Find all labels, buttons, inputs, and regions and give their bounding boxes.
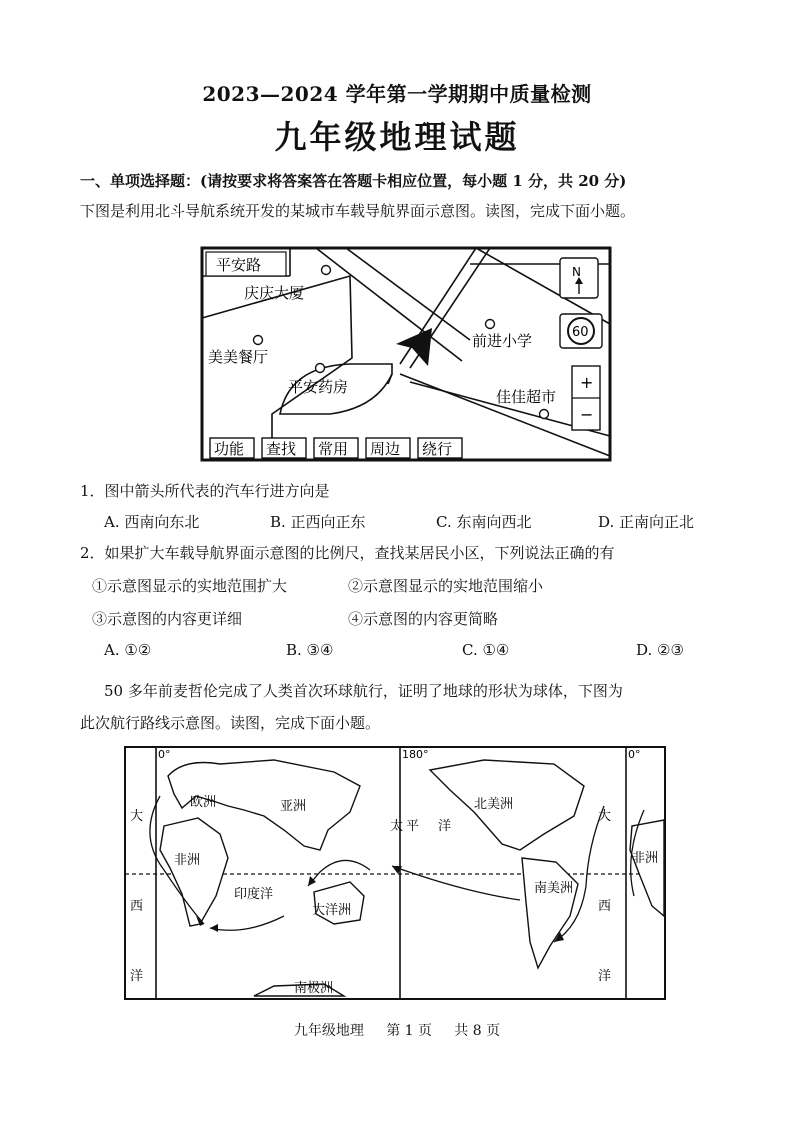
continent-label: 亚洲 <box>280 799 307 814</box>
nav-button-label: 功能 <box>214 440 245 458</box>
place-dot <box>540 410 549 419</box>
place-dot <box>322 266 331 275</box>
continent-label: 南极洲 <box>294 981 334 996</box>
q2-option-b[interactable]: B. ③④ <box>286 641 334 659</box>
continent-label: 大洋洲 <box>312 903 352 918</box>
continent-label: 非洲 <box>174 853 201 868</box>
q1-option-a[interactable]: A. 西南向东北 <box>104 513 200 531</box>
ocean-label: 西 <box>598 899 612 914</box>
ocean-label: 洋 <box>438 819 452 834</box>
q2-statement: ③示意图的内容更详细 <box>92 610 243 628</box>
page-footer <box>0 1020 794 1040</box>
q2-statement: ①示意图显示的实地范围扩大 <box>92 577 288 595</box>
section-intro: 下图是利用北斗导航系统开发的某城市车载导航界面示意图。读图，完成下面小题。 <box>80 202 636 220</box>
ocean-label: 洋 <box>130 969 144 984</box>
lon-label: 0° <box>158 748 171 761</box>
lon-label: 0° <box>628 748 641 761</box>
continent-label: 北美洲 <box>474 797 514 812</box>
nav-button-label: 常用 <box>318 440 349 458</box>
continent-label: 欧洲 <box>190 795 217 810</box>
nav-button-label: 查找 <box>266 440 297 458</box>
ocean-label: 平 <box>406 819 420 834</box>
q1-option-c[interactable]: C. 东南向西北 <box>436 513 532 531</box>
place-label: 庆庆大厦 <box>244 284 305 302</box>
footer-subject: 九年级地理 <box>293 1023 364 1039</box>
term-title: 2023—2024 学年第一学期期中质量检测 <box>202 82 592 106</box>
passage-line: 50 多年前麦哲伦完成了人类首次环球航行，证明了地球的形状为球体，下图为 <box>104 682 623 700</box>
place-label: 前进小学 <box>472 332 533 350</box>
footer-total: 共 8 页 <box>454 1023 501 1039</box>
ocean-label: 印度洋 <box>234 887 274 902</box>
ocean-label: 西 <box>130 899 144 914</box>
q2-option-c[interactable]: C. ①④ <box>462 641 510 659</box>
ocean-label: 大 <box>598 809 612 824</box>
ocean-label: 太 <box>390 819 404 834</box>
section-heading: 一、单项选择题：(请按要求将答案答在答题卡相应位置，每小题 1 分，共 20 分) <box>80 172 627 190</box>
north-label: N <box>572 265 581 279</box>
place-dot <box>486 320 495 329</box>
place-label: 美美餐厅 <box>208 348 269 366</box>
place-dot <box>254 336 263 345</box>
place-dot <box>316 364 325 373</box>
continent-label: 非洲 <box>632 851 659 866</box>
road-label: 平安路 <box>216 256 262 274</box>
speed-limit: 60 <box>572 325 589 340</box>
zoom-out-button[interactable]: − <box>580 405 594 424</box>
q2-option-a[interactable]: A. ①② <box>104 641 152 659</box>
zoom-in-button[interactable]: + <box>580 373 594 392</box>
ocean-label: 大 <box>130 809 144 824</box>
passage-line: 此次航行路线示意图。读图，完成下面小题。 <box>80 714 381 732</box>
world-route-map <box>124 746 666 1000</box>
nav-button-label: 周边 <box>370 440 401 458</box>
nav-map-figure <box>200 246 614 464</box>
lon-label: 180° <box>402 748 429 761</box>
ocean-label: 洋 <box>598 969 612 984</box>
q2-option-d[interactable]: D. ②③ <box>636 641 684 659</box>
exam-title: 九年级地理试题 <box>274 118 520 156</box>
continent-label: 南美洲 <box>534 881 574 896</box>
nav-button-label: 绕行 <box>422 440 453 458</box>
q1-option-b[interactable]: B. 正西向正东 <box>270 513 366 531</box>
q1-option-d[interactable]: D. 正南向正北 <box>598 513 695 531</box>
footer-page: 第 1 页 <box>386 1023 432 1039</box>
place-label: 佳佳超市 <box>496 388 557 406</box>
q2-statement: ②示意图显示的实地范围缩小 <box>348 577 544 595</box>
place-label: 平安药房 <box>288 378 349 396</box>
q2-stem: 2．如果扩大车载导航界面示意图的比例尺，查找某居民小区，下列说法正确的有 <box>80 544 615 562</box>
q2-statement: ④示意图的内容更简略 <box>348 610 499 628</box>
q1-stem: 1．图中箭头所代表的汽车行进方向是 <box>80 482 330 500</box>
